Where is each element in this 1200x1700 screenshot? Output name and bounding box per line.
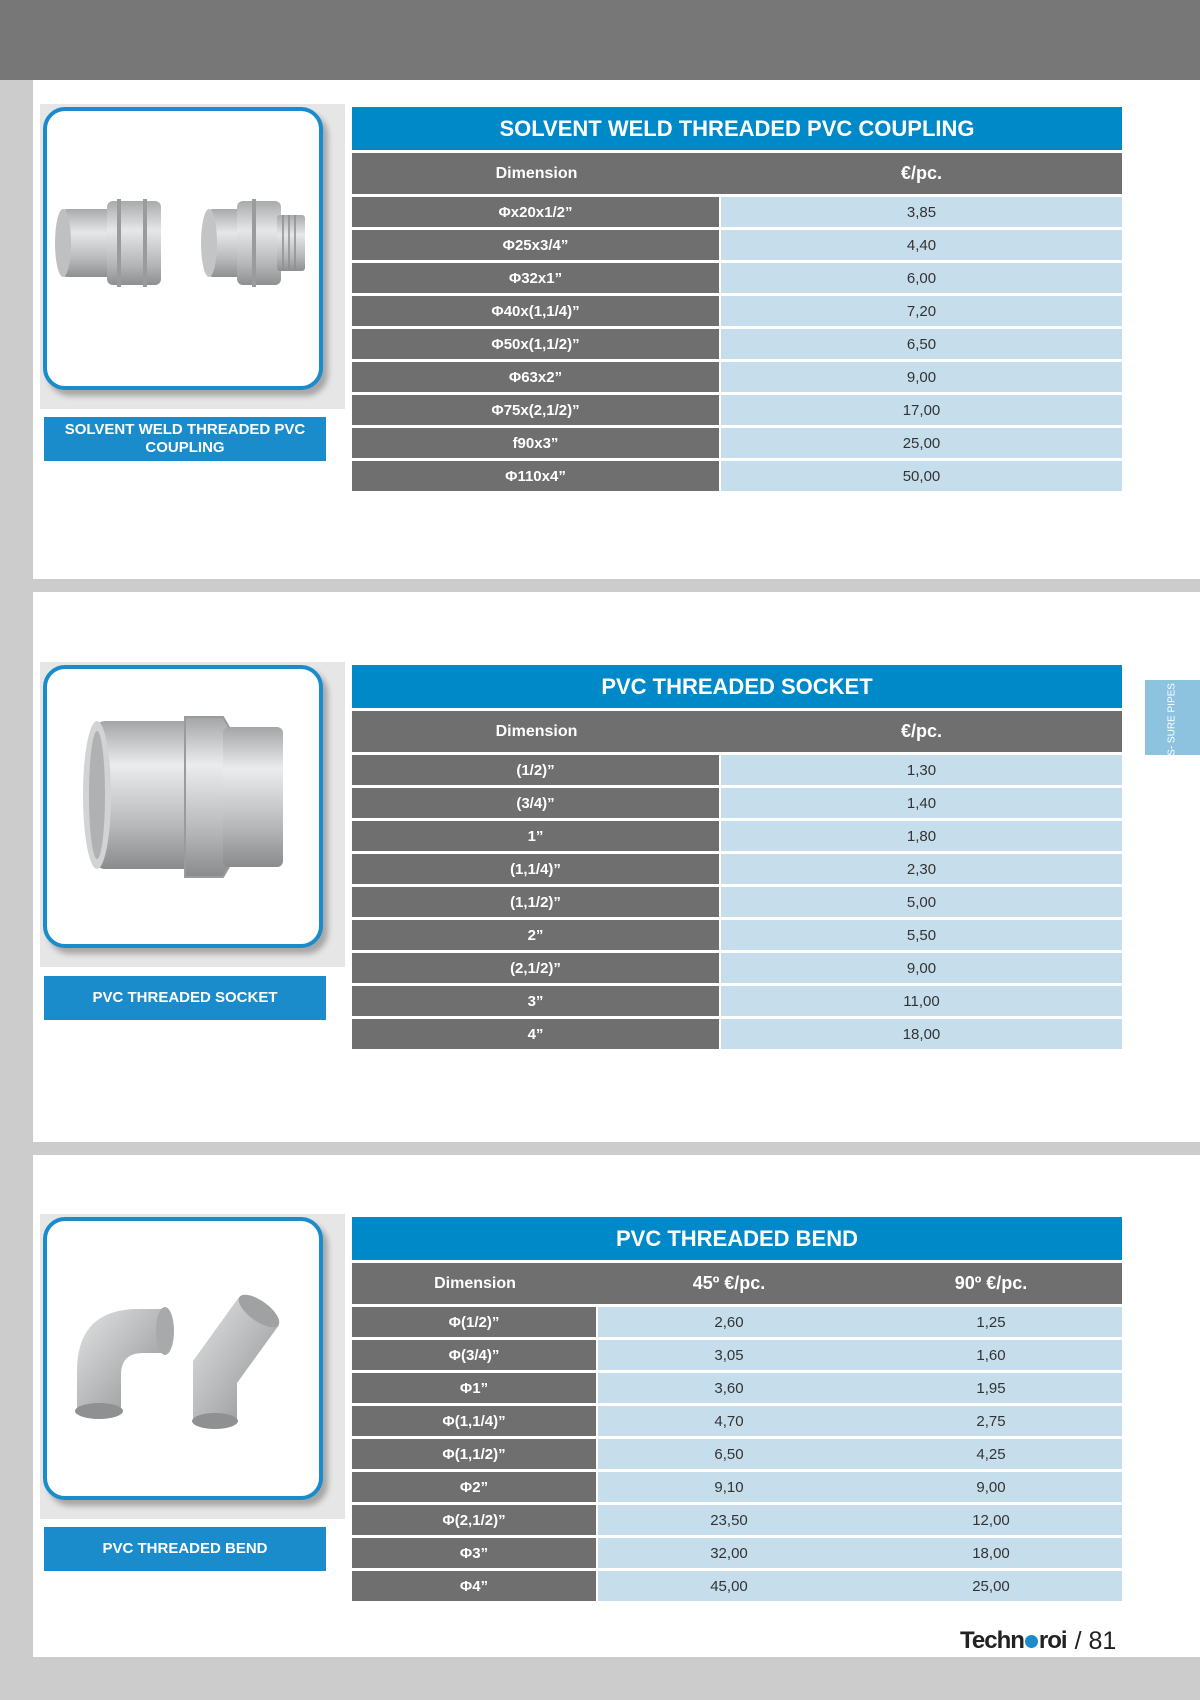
table-row bbox=[352, 197, 1122, 227]
dimension-header: Dimension bbox=[352, 711, 721, 752]
table-row bbox=[352, 1571, 1122, 1601]
table-row bbox=[352, 461, 1122, 491]
dimension-cell: Φ(1,1/4)” bbox=[352, 1406, 598, 1436]
coupling-price-table bbox=[352, 104, 1122, 494]
table-row bbox=[352, 362, 1122, 392]
price-cell: 1,40 bbox=[721, 788, 1122, 818]
coupling-photo bbox=[43, 107, 323, 390]
section-side-tab bbox=[1145, 625, 1200, 810]
dimension-cell: (3/4)” bbox=[352, 788, 721, 818]
table-row bbox=[352, 755, 1122, 785]
table-row bbox=[352, 953, 1122, 983]
price-90-header: 90º €/pc. bbox=[860, 1263, 1122, 1304]
table-row bbox=[352, 1307, 1122, 1337]
dimension-cell: Φ1” bbox=[352, 1373, 598, 1403]
brand-logo bbox=[960, 1627, 1067, 1655]
price-cell: 5,50 bbox=[721, 920, 1122, 950]
price-cell: 4,40 bbox=[721, 230, 1122, 260]
dimension-cell: Φ4” bbox=[352, 1571, 598, 1601]
bottom-strip bbox=[0, 1657, 1200, 1700]
dimension-cell: Φ(1/2)” bbox=[352, 1307, 598, 1337]
price-cell: 9,00 bbox=[721, 362, 1122, 392]
dimension-cell: 2” bbox=[352, 920, 721, 950]
table-row bbox=[352, 1538, 1122, 1568]
bend-caption: PVC THREADED BEND bbox=[44, 1527, 326, 1571]
socket-caption: PVC THREADED SOCKET bbox=[44, 976, 326, 1020]
table-row bbox=[352, 329, 1122, 359]
dimension-cell: Φ40x(1,1/4)” bbox=[352, 296, 721, 326]
table-row bbox=[352, 263, 1122, 293]
bend-photo bbox=[43, 1217, 323, 1500]
bend-table-title: PVC THREADED BEND bbox=[352, 1217, 1122, 1260]
dimension-cell: (1/2)” bbox=[352, 755, 721, 785]
price-cell: 18,00 bbox=[721, 1019, 1122, 1049]
dimension-cell: (2,1/2)” bbox=[352, 953, 721, 983]
bend-price-table bbox=[352, 1214, 1122, 1604]
table-row bbox=[352, 1505, 1122, 1535]
price-cell: 23,50 bbox=[598, 1505, 860, 1535]
dimension-cell: (1,1/2)” bbox=[352, 887, 721, 917]
brand-dot-icon bbox=[1025, 1635, 1038, 1648]
price-cell: 6,00 bbox=[721, 263, 1122, 293]
price-cell: 50,00 bbox=[721, 461, 1122, 491]
price-cell: 9,10 bbox=[598, 1472, 860, 1502]
price-cell: 12,00 bbox=[860, 1505, 1122, 1535]
price-cell: 3,05 bbox=[598, 1340, 860, 1370]
bend-photo-icon bbox=[47, 1221, 319, 1496]
price-cell: 7,20 bbox=[721, 296, 1122, 326]
dimension-cell: 4” bbox=[352, 1019, 721, 1049]
price-cell: 17,00 bbox=[721, 395, 1122, 425]
price-cell: 18,00 bbox=[860, 1538, 1122, 1568]
dimension-cell: Φ(2,1/2)” bbox=[352, 1505, 598, 1535]
price-cell: 1,60 bbox=[860, 1340, 1122, 1370]
price-cell: 2,60 bbox=[598, 1307, 860, 1337]
dimension-cell: Φ(3/4)” bbox=[352, 1340, 598, 1370]
dimension-cell: Φ3” bbox=[352, 1538, 598, 1568]
price-cell: 2,75 bbox=[860, 1406, 1122, 1436]
table-row bbox=[352, 1340, 1122, 1370]
price-cell: 4,25 bbox=[860, 1439, 1122, 1469]
table-row bbox=[352, 428, 1122, 458]
dimension-cell: Φ(1,1/2)” bbox=[352, 1439, 598, 1469]
top-bar bbox=[0, 0, 1200, 80]
footer bbox=[960, 1626, 1116, 1656]
price-cell: 5,00 bbox=[721, 887, 1122, 917]
table-row bbox=[352, 1439, 1122, 1469]
price-cell: 2,30 bbox=[721, 854, 1122, 884]
socket-photo bbox=[43, 665, 323, 948]
price-cell: 3,60 bbox=[598, 1373, 860, 1403]
price-cell: 25,00 bbox=[721, 428, 1122, 458]
table-row bbox=[352, 1406, 1122, 1436]
dimension-cell: Φ32x1” bbox=[352, 263, 721, 293]
dimension-cell: Φ63x2” bbox=[352, 362, 721, 392]
table-row bbox=[352, 887, 1122, 917]
table-row bbox=[352, 854, 1122, 884]
price-cell: 11,00 bbox=[721, 986, 1122, 1016]
price-cell: 1,95 bbox=[860, 1373, 1122, 1403]
price-cell: 1,30 bbox=[721, 755, 1122, 785]
price-cell: 3,85 bbox=[721, 197, 1122, 227]
dimension-cell: f90x3” bbox=[352, 428, 721, 458]
dimension-header: Dimension bbox=[352, 1263, 598, 1304]
table-row bbox=[352, 920, 1122, 950]
side-tab-label: U.PVC PRES- SURE PIPES & FITTINGS bbox=[1167, 625, 1179, 810]
price-cell: 1,80 bbox=[721, 821, 1122, 851]
price-cell: 1,25 bbox=[860, 1307, 1122, 1337]
price-cell: 25,00 bbox=[860, 1571, 1122, 1601]
socket-price-table bbox=[352, 662, 1122, 1052]
price-cell: 32,00 bbox=[598, 1538, 860, 1568]
dimension-cell: Φx20x1/2” bbox=[352, 197, 721, 227]
price-cell: 6,50 bbox=[598, 1439, 860, 1469]
table-row bbox=[352, 788, 1122, 818]
page-number: / 81 bbox=[1074, 1626, 1117, 1655]
dimension-cell: Φ25x3/4” bbox=[352, 230, 721, 260]
price-header: €/pc. bbox=[721, 711, 1122, 752]
brand-end: roi bbox=[1038, 1627, 1067, 1654]
coupling-photo-icon bbox=[47, 111, 319, 386]
table-row bbox=[352, 230, 1122, 260]
price-header: €/pc. bbox=[721, 153, 1122, 194]
dimension-cell: Φ75x(2,1/2)” bbox=[352, 395, 721, 425]
table-row bbox=[352, 1373, 1122, 1403]
table-row bbox=[352, 1472, 1122, 1502]
price-cell: 45,00 bbox=[598, 1571, 860, 1601]
socket-photo-icon bbox=[47, 669, 319, 944]
table-row bbox=[352, 1019, 1122, 1049]
dimension-cell: 3” bbox=[352, 986, 721, 1016]
table-row bbox=[352, 395, 1122, 425]
price-cell: 9,00 bbox=[860, 1472, 1122, 1502]
dimension-cell: Φ50x(1,1/2)” bbox=[352, 329, 721, 359]
coupling-table-title: SOLVENT WELD THREADED PVC COUPLING bbox=[352, 107, 1122, 150]
price-cell: 9,00 bbox=[721, 953, 1122, 983]
table-row bbox=[352, 986, 1122, 1016]
dimension-cell: (1,1/4)” bbox=[352, 854, 721, 884]
dimension-header: Dimension bbox=[352, 153, 721, 194]
dimension-cell: Φ110x4” bbox=[352, 461, 721, 491]
coupling-caption: SOLVENT WELD THREADED PVC COUPLING bbox=[44, 417, 326, 461]
brand-start: Techn bbox=[960, 1627, 1024, 1654]
price-cell: 6,50 bbox=[721, 329, 1122, 359]
table-row bbox=[352, 296, 1122, 326]
dimension-cell: Φ2” bbox=[352, 1472, 598, 1502]
table-row bbox=[352, 821, 1122, 851]
dimension-cell: 1” bbox=[352, 821, 721, 851]
price-45-header: 45º €/pc. bbox=[598, 1263, 860, 1304]
price-cell: 4,70 bbox=[598, 1406, 860, 1436]
socket-table-title: PVC THREADED SOCKET bbox=[352, 665, 1122, 708]
